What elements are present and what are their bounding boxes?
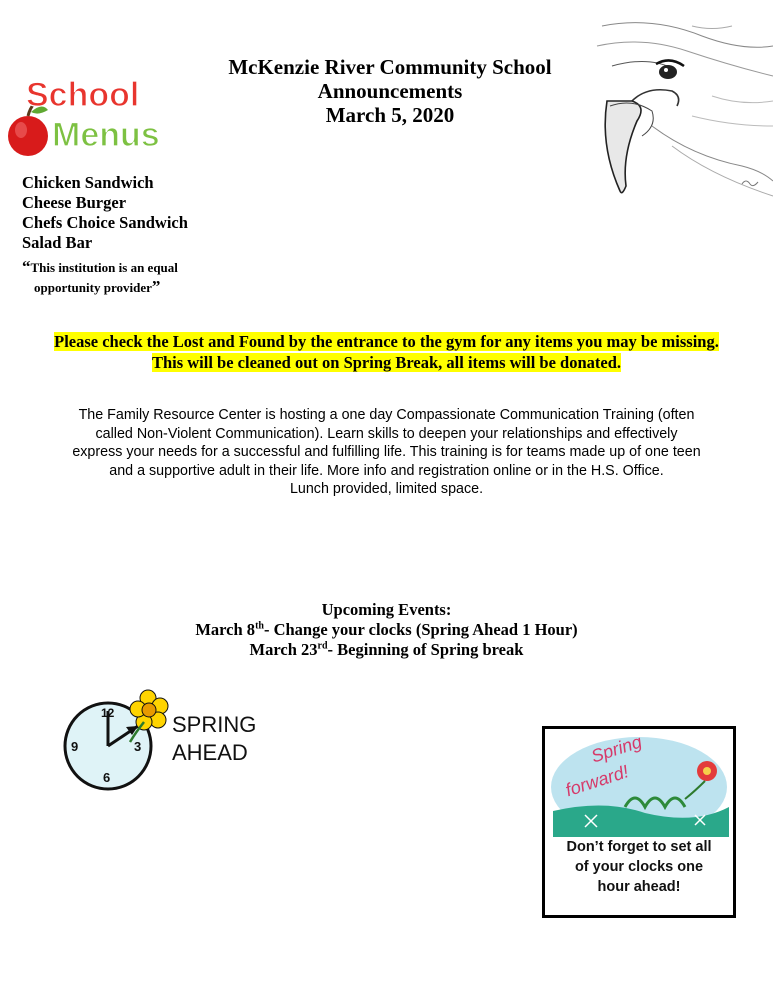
close-quote: ”: [151, 277, 161, 296]
message-line: of your clocks one: [574, 859, 704, 875]
event-date: March 8: [195, 620, 256, 639]
paragraph-line: and a supportive adult in their life. More info and registration online or in the H.S. Office.: [109, 462, 664, 479]
paragraph-line: express your needs for a successful and fulfilling life. This training is for teams made up of one teen: [72, 444, 701, 460]
disclaimer-line-1: This institution is an equal: [30, 260, 178, 275]
announcement-header: [170, 55, 610, 127]
clock-number-12: 12: [101, 706, 115, 720]
lost-found-line-1: Please check the Lost and Found by the entrance to the gym for any items you may be missing.: [54, 332, 719, 351]
event-date: March 23: [249, 640, 318, 659]
message-line: hour ahead!: [597, 879, 681, 895]
clock-number-9: 9: [71, 739, 79, 754]
school-menus-logo: [4, 68, 188, 160]
family-resource-paragraph: [20, 406, 753, 499]
announcement-date: March 5, 2020: [325, 103, 455, 127]
logo-word-menus: Menus: [52, 116, 160, 154]
list-item: Chefs Choice Sandwich: [22, 213, 188, 232]
clock-number-6: 6: [103, 770, 111, 785]
spring-forward-message: [545, 837, 733, 897]
events-title: Upcoming Events:: [321, 600, 452, 619]
event-description: - Beginning of Spring break: [327, 640, 524, 659]
list-item: Cheese Burger: [22, 193, 127, 212]
message-line: Don’t forget to set all: [566, 839, 712, 855]
paragraph-line: called Non-Violent Communication). Learn skills to deepen your relationships and effectively: [95, 425, 678, 442]
equal-opportunity-disclaimer: [22, 257, 212, 297]
clock-number-3: 3: [134, 739, 142, 754]
eagle-sketch-image: [592, 6, 773, 206]
forward-title-word: forward!: [562, 761, 631, 801]
spring-title-word: Spring: [588, 731, 645, 767]
spring-forward-graphic: [545, 729, 733, 837]
list-item: Salad Bar: [22, 233, 93, 252]
upcoming-events: [80, 600, 693, 660]
page-title: Announcements: [317, 79, 463, 103]
school-name: McKenzie River Community School: [228, 55, 552, 79]
paragraph-line: The Family Resource Center is hosting a one day Compassionate Communication Training (often: [78, 407, 695, 423]
spring-ahead-clipart: [56, 684, 257, 792]
event-description: - Change your clocks (Spring Ahead 1 Hour): [263, 620, 578, 639]
lost-found-line-2: This will be cleaned out on Spring Break, all items will be donated.: [151, 353, 622, 372]
lost-and-found-notice: [0, 331, 773, 373]
event-item-clocks: [80, 620, 693, 640]
paragraph-line: Lunch provided, limited space.: [289, 481, 484, 497]
eagle-head-icon: [597, 23, 773, 196]
eagle-eye-icon: [659, 65, 677, 79]
event-date-suffix: th: [255, 620, 264, 632]
lunch-menu-list: [22, 173, 188, 253]
spring-word: SPRING: [172, 712, 257, 737]
spring-forward-clipart: [542, 726, 736, 918]
artist-signature-icon: [742, 181, 758, 186]
list-item: Chicken Sandwich: [22, 173, 154, 192]
event-item-spring-break: [80, 640, 693, 660]
logo-word-school: School: [26, 76, 140, 114]
event-date-suffix: rd: [317, 640, 328, 652]
open-quote: “: [22, 257, 31, 276]
disclaimer-line-2: opportunity provider: [34, 280, 152, 295]
ahead-word: AHEAD: [172, 740, 248, 765]
